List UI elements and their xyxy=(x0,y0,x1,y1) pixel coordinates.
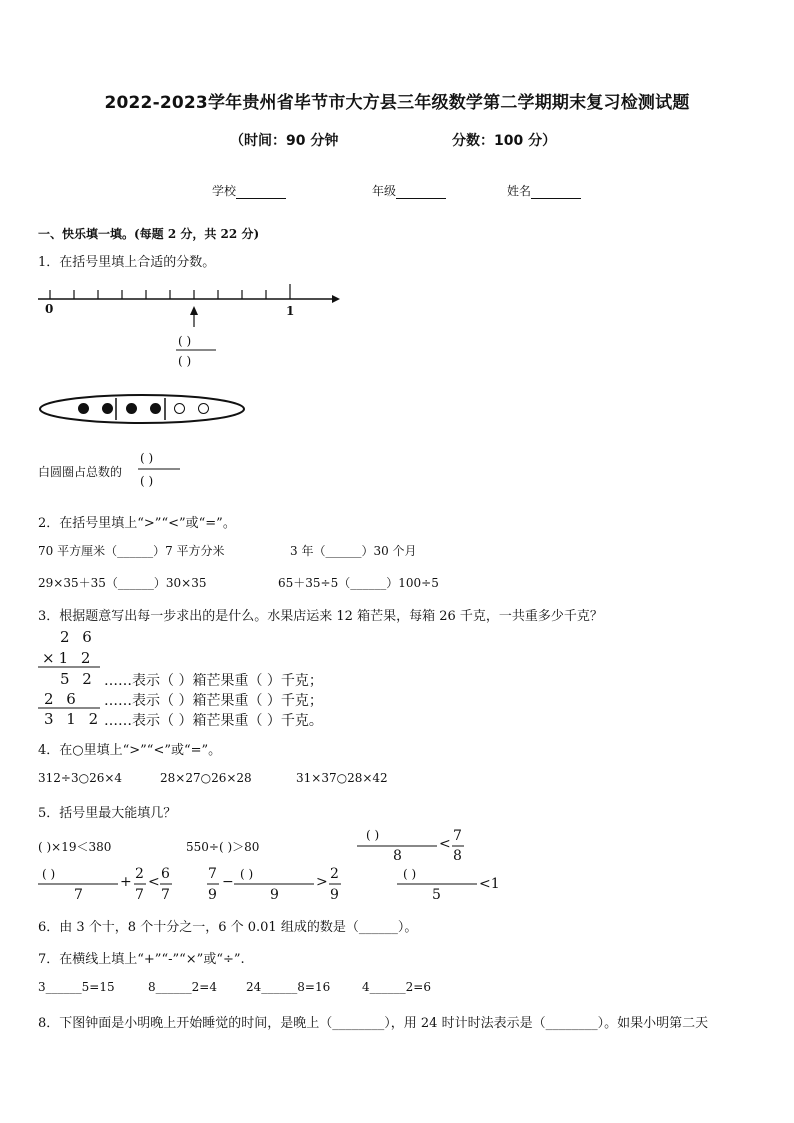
multiplicand: 2 6 xyxy=(60,628,96,646)
page-title: 2022-2023学年贵州省毕节市大方县三年级数学第二学期期末复习检测试题 xyxy=(104,93,690,113)
time-label: （时间：90 分钟 xyxy=(230,133,339,149)
q5-frac7-num-blank[interactable]: ( ) xyxy=(240,867,254,881)
q4-item-1[interactable]: 312÷3○26×4 xyxy=(38,771,123,785)
q5-minus: − xyxy=(222,874,234,890)
multiplier: ×1 2 xyxy=(42,649,95,667)
q5-frac5-den: 7 xyxy=(161,887,170,903)
partial-product-1: 5 2 xyxy=(60,670,96,688)
filled-circle xyxy=(102,403,113,414)
q1-prompt: 1．在括号里填上合适的分数。 xyxy=(38,255,216,270)
q5-frac4-den: 7 xyxy=(135,887,144,903)
filled-circle xyxy=(78,403,89,414)
filled-circle xyxy=(150,403,161,414)
q7-item-1[interactable]: 3______5=15 xyxy=(38,980,115,994)
q5-frac2-den: 8 xyxy=(453,848,462,864)
q5-frac8-num: 2 xyxy=(330,866,339,882)
q5-frac6-num: 7 xyxy=(208,866,217,882)
q5-frac3-den: 7 xyxy=(74,887,83,903)
score-label: 分数：100 分） xyxy=(452,133,557,149)
name-label: 姓名 xyxy=(507,184,532,198)
q5-frac1-num-blank[interactable]: ( ) xyxy=(366,828,380,842)
q7-item-4[interactable]: 4______2=6 xyxy=(362,980,431,994)
q5-lt-1: < xyxy=(439,836,451,852)
q6-text[interactable]: 6．由 3 个十，8 个十分之一，6 个 0.01 组成的数是（______）。 xyxy=(38,920,418,935)
q5-frac9-num-blank[interactable]: ( ) xyxy=(403,867,417,881)
q3-explain-1[interactable]: ……表示（ ）箱芒果重（ ）千克； xyxy=(104,673,323,689)
q5-lt-2: < xyxy=(148,874,160,890)
q5-frac7-den: 9 xyxy=(270,887,279,903)
q5-frac4-num: 2 xyxy=(135,866,144,882)
q8-text[interactable]: 8．下图钟面是小明晚上开始睡觉的时间，是晚上（________），用 24 时计时法表示是（________）。如果小明第二天 xyxy=(38,1016,709,1031)
axis-start-label: 0 xyxy=(45,302,54,316)
q2-item-4[interactable]: 65＋35÷5（______）100÷5 xyxy=(278,576,439,590)
q5-frac8-den: 9 xyxy=(330,887,339,903)
q7-prompt: 7．在横线上填上“+”“-”“×”或“÷”. xyxy=(38,952,245,967)
q2-item-2[interactable]: 3 年（______）30 个月 xyxy=(290,544,417,558)
q7-item-3[interactable]: 24______8=16 xyxy=(246,980,331,994)
white-fraction-denominator-blank[interactable]: ( ) xyxy=(140,474,154,488)
q5-frac2-num: 7 xyxy=(453,828,462,844)
q5-frac1-den: 8 xyxy=(393,848,402,864)
q5-frac5-num: 6 xyxy=(161,866,170,882)
q4-item-2[interactable]: 28×27○26×28 xyxy=(160,771,252,785)
open-circle xyxy=(174,403,185,414)
q2-item-3[interactable]: 29×35＋35（______）30×35 xyxy=(38,576,207,590)
q5-gt: > xyxy=(316,874,328,890)
q5-item-2[interactable]: 550÷( )＞80 xyxy=(186,840,260,854)
school-label: 学校 xyxy=(212,184,237,198)
q4-item-3[interactable]: 31×37○28×42 xyxy=(296,771,388,785)
open-circle xyxy=(198,403,209,414)
q7-item-2[interactable]: 8______2=4 xyxy=(148,980,217,994)
product: 3 1 2 xyxy=(44,710,103,728)
q2-item-1[interactable]: 70 平方厘米（______）7 平方分米 xyxy=(38,544,225,558)
q3-explain-2[interactable]: ……表示（ ）箱芒果重（ ）千克； xyxy=(104,693,323,709)
section-heading: 一、快乐填一填。(每题 2 分，共 22 分) xyxy=(38,227,260,241)
white-fraction-numerator-blank[interactable]: ( ) xyxy=(140,451,154,465)
q5-item-1[interactable]: ( )×19＜380 xyxy=(38,840,112,854)
fraction-numerator-blank[interactable]: ( ) xyxy=(178,334,192,348)
circle-group xyxy=(40,395,244,423)
q5-frac3-num-blank[interactable]: ( ) xyxy=(42,867,56,881)
q5-lt-one: <1 xyxy=(479,876,500,892)
q5-frac6-den: 9 xyxy=(208,887,217,903)
q5-frac9-den: 5 xyxy=(432,887,441,903)
q5-prompt: 5．括号里最大能填几？ xyxy=(38,806,177,821)
q3-explain-3[interactable]: ……表示（ ）箱芒果重（ ）千克。 xyxy=(104,713,323,729)
q3-prompt: 3．根据题意写出每一步求出的是什么。水果店运来 12 箱芒果，每箱 26 千克，一共重多少千克？ xyxy=(38,609,603,624)
axis-end-label: 1 xyxy=(286,304,295,318)
q4-prompt: 4．在○里填上“>”“<”或“=”。 xyxy=(38,743,222,758)
q5-plus: + xyxy=(120,874,132,890)
partial-product-2: 2 6 xyxy=(44,690,80,708)
fraction-denominator-blank[interactable]: ( ) xyxy=(178,354,192,368)
q2-prompt: 2．在括号里填上“>”“<”或“=”。 xyxy=(38,516,236,531)
filled-circle xyxy=(126,403,137,414)
white-circles-label: 白圆圈占总数的 xyxy=(38,465,123,479)
grade-label: 年级 xyxy=(372,184,397,198)
